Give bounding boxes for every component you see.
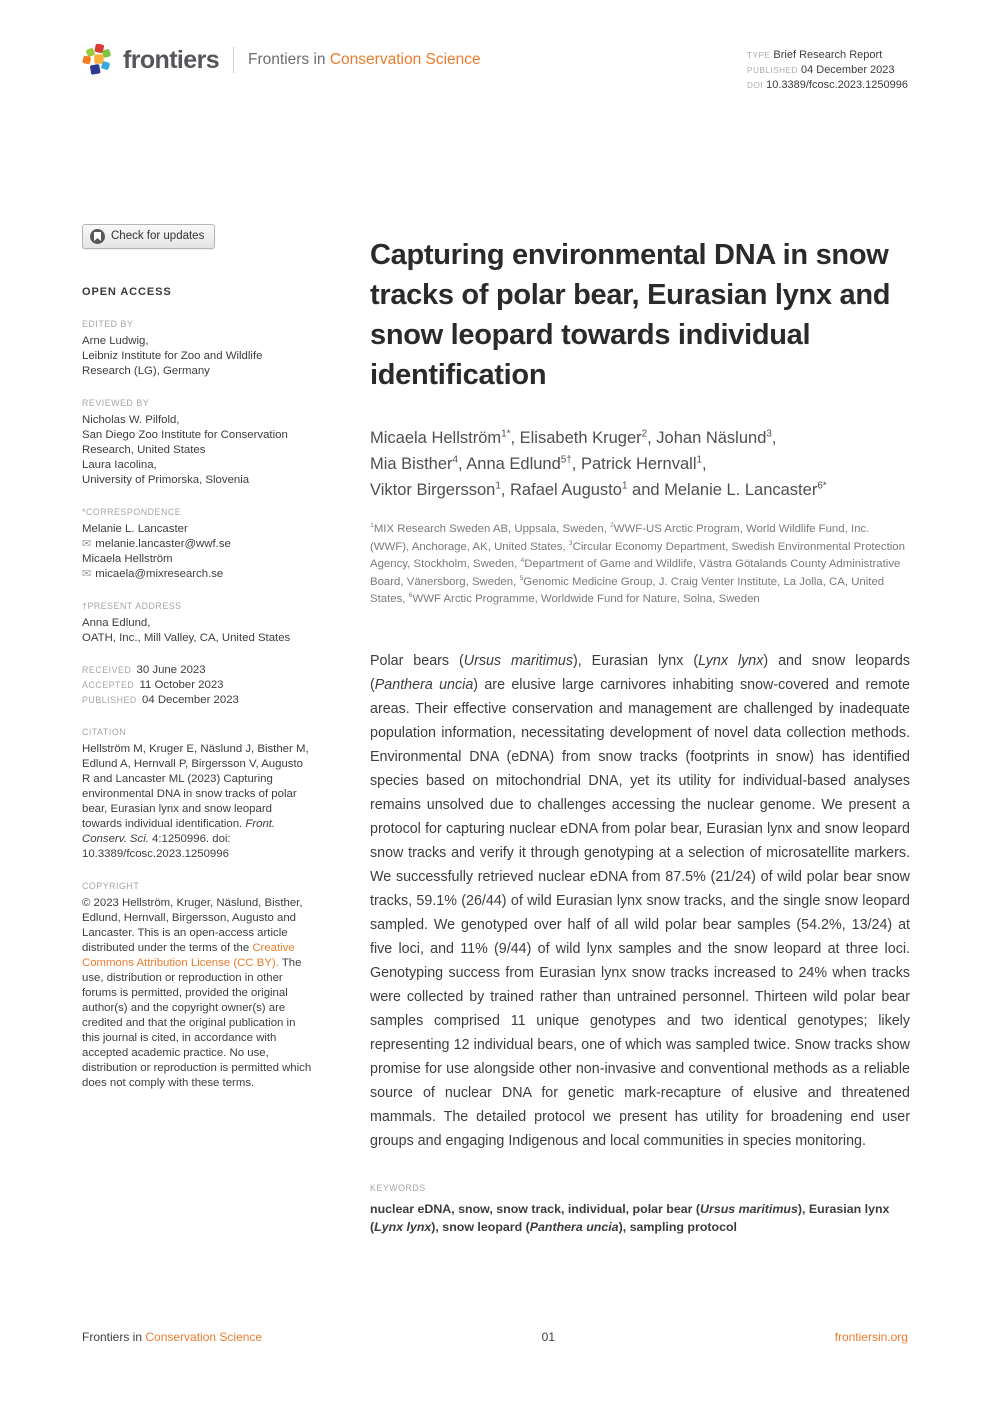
journal-title <box>248 51 481 69</box>
article-type-row <box>747 49 908 61</box>
correspondence-email[interactable]: melanie.lancaster@wwf.se <box>95 538 231 550</box>
edited-by-affiliation: Leibniz Institute for Zoo and Wildlife Research (LG), Germany <box>82 350 263 377</box>
open-access-badge: OPEN ACCESS <box>82 286 172 298</box>
footer-journal-prefix: Frontiers in <box>82 1330 146 1344</box>
copyright-label: COPYRIGHT <box>82 881 140 891</box>
correspondent-name: Micaela Hellström <box>82 553 173 565</box>
citation-section <box>82 725 312 862</box>
author-line: Viktor Birgersson$^1$, Rafael Augusto$^1$ and Melanie L. Lancaster$^{6*}$ <box>370 480 827 500</box>
keywords-label: KEYWORDS <box>370 1182 426 1193</box>
footer-journal-name: Conservation Science <box>145 1330 263 1344</box>
dates-section <box>82 663 312 708</box>
received-label: RECEIVED <box>82 665 132 675</box>
received-value: 30 June 2023 <box>136 664 206 676</box>
author-line: Mia Bisther$^4$, Anna Edlund$^{5\dagger}$, Patrick Hernvall$^1$, <box>370 454 707 474</box>
copyright-text: © 2023 Hellström, Kruger, Näslund, Bisther, Edlund, Hernvall, Birgersson, Augusto and Lancaster. This is an open-access article distributed under the terms of the Creative Commons Attribution License (CC BY). The use, distribution or reproduction in other forums is permitted, provided the original author(s) and the copyright owner(s) are credited and that the original publication in this journal is cited, in accordance with accepted academic practice. No use, distribution or reproduction is permitted which does not comply with these terms. <box>82 897 312 1089</box>
published-row <box>747 64 908 76</box>
correspondence-label: *CORRESPONDENCE <box>82 507 182 517</box>
author-line: Micaela Hellström$^{1*}$, Elisabeth Kruger$^2$, Johan Näslund$^3$, <box>370 428 777 448</box>
reviewer-affiliation: San Diego Zoo Institute for Conservation Research, United States <box>82 429 288 456</box>
published-value: 04 December 2023 <box>800 64 895 76</box>
frontiers-logo-icon <box>82 44 114 76</box>
received-row <box>82 663 312 678</box>
doi-label: DOI <box>747 81 764 90</box>
author-list <box>370 425 910 503</box>
journal-name: Conservation Science <box>329 51 481 68</box>
affiliations: $^1$MIX Research Sweden AB, Uppsala, Sweden, $^2$WWF-US Arctic Program, World Wildlife Fund, Inc. (WWF), Anchorage, AK, United States, $^3$Circular Economy Department, Swedish Environmental Protection Agency, Stockholm, Sweden, $^4$Department of Game and Wildlife, Västra Götalands County Administrative Board, Vänersborg, Sweden, $^5$Genomic Medicine Group, J. Craig Venter Institute, La Jolla, CA, United States, $^6$WWF Arctic Programme, Worldwide Fund for Nature, Solna, Sweden <box>370 522 905 606</box>
published-label: PUBLISHED <box>82 695 137 705</box>
reviewer-name: Laura Iacolina, <box>82 459 157 471</box>
doi-row <box>747 79 908 91</box>
abstract-text: Polar bears (Ursus maritimus), Eurasian lynx (Lynx lynx) and snow leopards (Panthera uncia) are elusive large carnivores inhabiting snow-covered and remote areas. Their effective conservation and management are challenged by inadequate population information, necessitating development of novel data collection methods. Environmental DNA (eDNA) from snow tracks (footprints in snow) has identified species based on mitochondrial DNA, yet its utility for individual-based analyses remains unsolved due to challenges accessing the nuclear genome. We present a protocol for capturing nuclear eDNA from polar bear, Eurasian lynx and snow leopard snow tracks and verify it through genotyping at a selection of microsatellite markers. We successfully retrieved nuclear eDNA from 87.5% (21/24) of wild polar bear snow tracks, 59.1% (26/44) of wild Eurasian lynx snow tracks, and the single snow leopard sampled. We genotyped over half of all wild polar bear samples (54.2%, 13/24) at five loci, and 11% (9/44) of wild lynx samples and the snow leopard at three loci. Genotyping success from Eurasian lynx snow tracks increased to 24% when tracks were collected by trained rather than untrained personnel. Thirteen wild polar bear samples comprised 11 unique genotypes and two identical genotypes; likely representing 12 individual bears, one of which was sampled twice. Snow tracks show promise for use alongside other non-invasive and conventional methods as a reliable source of nuclear DNA for genetic mark-recapture of elusive and threatened mammals. The detailed protocol we present has utility for broadening end user groups and engaging Indigenous and local communities in species monitoring. <box>370 652 910 1149</box>
citation-text: Hellström M, Kruger E, Näslund J, Bisther M, Edlund A, Hernvall P, Birgersson V, Augusto R and Lancaster ML (2023) Capturing environmental DNA in snow tracks of polar bear, Eurasian lynx and snow leopard towards individual identification. Front. Conserv. Sci. 4:1250996. doi: 10.3389/fcosc.2023.1250996 <box>82 743 309 860</box>
correspondence-email-row <box>82 567 312 582</box>
article-title: Capturing environmental DNA in snow tracks of polar bear, Eurasian lynx and snow leopard towards individual identification <box>370 239 891 392</box>
mail-icon: ✉ <box>82 568 92 580</box>
present-address-name: Anna Edlund, <box>82 617 151 629</box>
check-for-updates-button[interactable] <box>82 224 215 249</box>
reviewer-name: Nicholas W. Pilfold, <box>82 414 180 426</box>
citation-label: CITATION <box>82 727 127 737</box>
correspondence-section <box>82 505 312 582</box>
masthead <box>82 44 908 94</box>
present-address-detail: OATH, Inc., Mill Valley, CA, United States <box>82 632 291 644</box>
edited-by-section <box>82 317 312 379</box>
journal-prefix: Frontiers in <box>248 51 330 68</box>
edited-by-name: Arne Ludwig, <box>82 335 149 347</box>
frontiers-brand <box>82 44 481 76</box>
crossmark-icon <box>90 229 105 244</box>
correspondence-email-row <box>82 537 312 552</box>
doi-value: 10.3389/fcosc.2023.1250996 <box>766 79 908 91</box>
keywords-text: nuclear eDNA, snow, snow track, individual, polar bear (Ursus maritimus), Eurasian lynx (Lynx lynx), snow leopard (Panthera uncia), sampling protocol <box>370 1201 890 1235</box>
frontiers-logo-text: frontiers <box>123 45 220 74</box>
published-value: 04 December 2023 <box>142 694 239 706</box>
reviewer-affiliation: University of Primorska, Slovenia <box>82 474 250 486</box>
published-label: PUBLISHED <box>747 66 798 75</box>
accepted-label: ACCEPTED <box>82 680 135 690</box>
edited-by-label: EDITED BY <box>82 319 134 329</box>
correspondent-name: Melanie L. Lancaster <box>82 523 188 535</box>
type-label: TYPE <box>747 51 771 60</box>
brand-divider <box>233 47 234 73</box>
published-row <box>82 693 312 708</box>
present-address-label: †PRESENT ADDRESS <box>82 601 182 611</box>
page-number: 01 <box>541 1330 556 1344</box>
reviewed-by-label: REVIEWED BY <box>82 398 150 408</box>
present-address-section <box>82 599 312 646</box>
correspondence-email[interactable]: micaela@mixresearch.se <box>95 568 224 580</box>
article-meta-block <box>747 49 908 94</box>
sidebar <box>82 224 312 1091</box>
page-footer <box>82 1330 908 1344</box>
accepted-value: 11 October 2023 <box>139 679 224 691</box>
check-for-updates-label: Check for updates <box>111 230 205 242</box>
article-main <box>370 216 910 1249</box>
type-value: Brief Research Report <box>773 49 883 61</box>
mail-icon: ✉ <box>82 538 92 550</box>
frontiersin-org-link[interactable]: frontiersin.org <box>834 1330 908 1344</box>
copyright-section <box>82 879 312 1091</box>
reviewed-by-section <box>82 396 312 488</box>
accepted-row <box>82 678 312 693</box>
footer-journal <box>82 1330 262 1344</box>
